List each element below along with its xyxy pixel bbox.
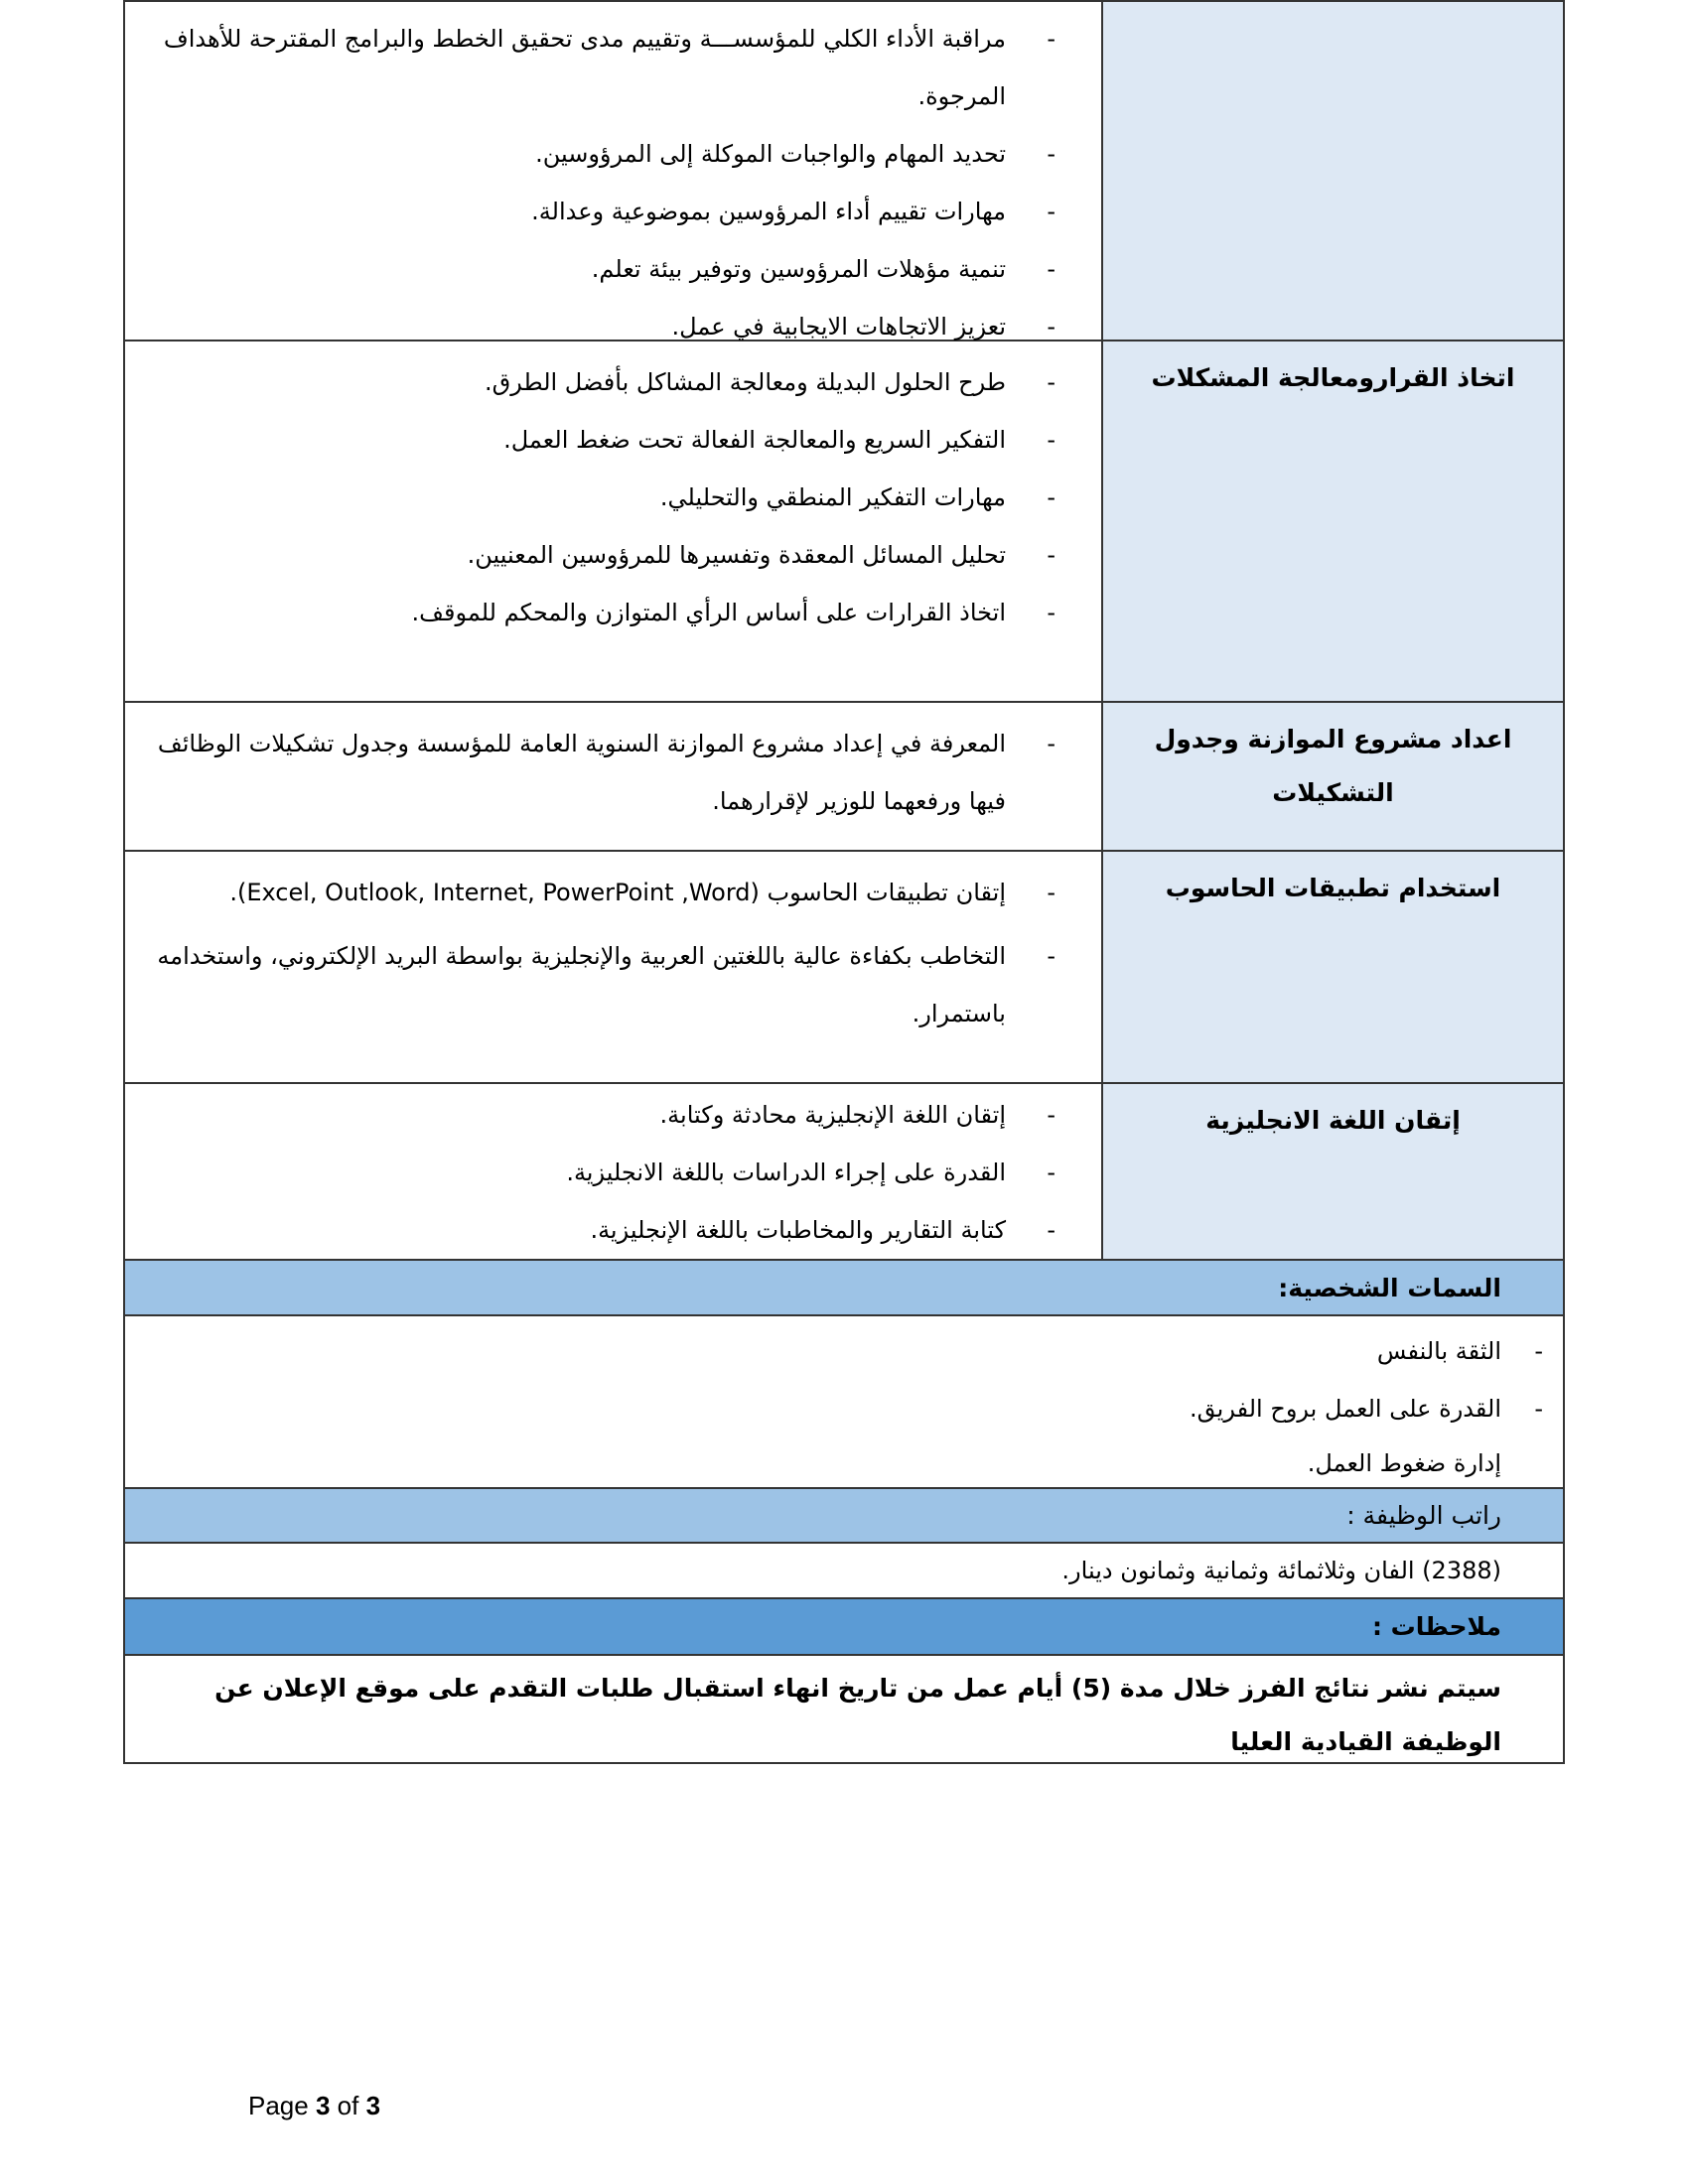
competency-table: [123, 0, 1565, 1764]
personal-traits-body: [123, 1316, 1565, 1489]
bullet-dash: -: [1047, 1159, 1055, 1186]
list-item: - طرح الحلول البديلة ومعالجة المشاكل بأفضل الطرق.: [143, 353, 1055, 411]
list-item: - تنمية مؤهلات المرؤوسين وتوفير بيئة تعلم.: [143, 240, 1055, 298]
table-row: [123, 1084, 1565, 1261]
list-item: - المعرفة في إعداد مشروع الموازنة السنوية العامة للمؤسسة وجدول تشكيلات الوظائف فيها ورفعهما للوزير لإقرارهما.: [143, 715, 1055, 830]
bullet-dash: -: [1047, 730, 1055, 757]
row-content: [125, 341, 1101, 701]
personal-traits-header: [123, 1261, 1565, 1316]
bullet-dash: -: [1047, 140, 1055, 168]
bullet-dash: -: [1047, 879, 1055, 906]
bullet-dash: -: [1047, 1101, 1055, 1129]
bullet-dash: -: [1047, 426, 1055, 454]
table-row: [123, 852, 1565, 1084]
bullet-dash: -: [1047, 198, 1055, 225]
notes-body: [123, 1656, 1565, 1764]
notes-header: [123, 1599, 1565, 1656]
list-item: - القدرة على إجراء الدراسات باللغة الانجليزية.: [143, 1144, 1055, 1201]
list-item: - مهارات التفكير المنطقي والتحليلي.: [143, 469, 1055, 526]
bullet-dash: -: [1047, 313, 1055, 341]
salary-header: [123, 1489, 1565, 1544]
table-row: [123, 703, 1565, 852]
notes-value: سيتم نشر نتائج الفرز خلال مدة (5) أيام عمل من تاريخ انهاء استقبال طلبات التقدم على موقع الإعلان عن الوظيفة القيادية العليا: [214, 1674, 1501, 1756]
table-row: [123, 341, 1565, 703]
bullet-dash: -: [1047, 25, 1055, 53]
list-item: - كتابة التقارير والمخاطبات باللغة الإنجليزية.: [143, 1201, 1055, 1259]
list-item: - مراقبة الأداء الكلي للمؤسســـة وتقييم مدى تحقيق الخطط والبرامج المقترحة للأهداف المرجوة.: [143, 10, 1055, 125]
row-content: [125, 703, 1101, 850]
list-item: - مهارات تقييم أداء المرؤوسين بموضوعية وعدالة.: [143, 183, 1055, 240]
section-title: ملاحظات :: [125, 1599, 1563, 1654]
bullet-dash: -: [1047, 368, 1055, 396]
list-item: - القدرة على العمل بروح الفريق.: [145, 1380, 1543, 1437]
bullet-dash: -: [1047, 1216, 1055, 1244]
bullet-dash: -: [1047, 541, 1055, 569]
section-title: السمات الشخصية:: [125, 1261, 1563, 1314]
row-content: [125, 852, 1101, 1082]
list-item: - اتخاذ القرارات على أساس الرأي المتوازن والمحكم للموقف.: [143, 584, 1055, 641]
list-item: - إتقان اللغة الإنجليزية محادثة وكتابة.: [143, 1086, 1055, 1144]
page-number: Page 3 of 3: [248, 2091, 381, 2120]
bullet-dash: -: [1047, 483, 1055, 511]
bullet-dash: -: [1047, 255, 1055, 283]
list-item: - التفكير السريع والمعالجة الفعالة تحت ضغط العمل.: [143, 411, 1055, 469]
salary-body: [123, 1544, 1565, 1599]
list-item: إدارة ضغوط العمل.: [1307, 1449, 1501, 1477]
bullet-dash: -: [1047, 942, 1055, 970]
list-item: - الثقة بالنفس: [145, 1322, 1543, 1380]
row-label: [1101, 2, 1563, 340]
list-item: - تحليل المسائل المعقدة وتفسيرها للمرؤوسين المعنيين.: [143, 526, 1055, 584]
bullet-dash: -: [1534, 1337, 1543, 1365]
list-item: - تعزيز الاتجاهات الايجابية في عمل.: [143, 298, 1055, 355]
personal-traits-list: [125, 1316, 1563, 1487]
row-label: اتخاذ القراروم‍عالجة المشكلات: [1101, 341, 1563, 701]
list-item: - إتقان تطبيقات الحاسوب (Excel, Outlook, Internet, PowerPoint ,Word).: [143, 864, 1055, 921]
row-content: [125, 1084, 1101, 1259]
salary-value: (2388) الفان وثلاثمائة وثمانية وثمانون دينار.: [1061, 1557, 1501, 1584]
list-item: - التخاطب بكفاءة عالية باللغتين العربية والإنجليزية بواسطة البريد الإلكتروني، واستخدامه باستمرار.: [143, 927, 1055, 1042]
row-content: [125, 2, 1101, 340]
table-row: [123, 0, 1565, 341]
section-title: راتب الوظيفة :: [125, 1489, 1563, 1542]
row-label: إتقان اللغة الانجليزية: [1101, 1084, 1563, 1259]
bullet-dash: -: [1534, 1395, 1543, 1423]
row-label: استخدام تطبيقات الحاسوب: [1101, 852, 1563, 1082]
list-item: - تحديد المهام والواجبات الموكلة إلى المرؤوسين.: [143, 125, 1055, 183]
bullet-dash: -: [1047, 599, 1055, 626]
row-label: اعداد مشروع الموازنة وجدول التشكيلات: [1101, 703, 1563, 850]
